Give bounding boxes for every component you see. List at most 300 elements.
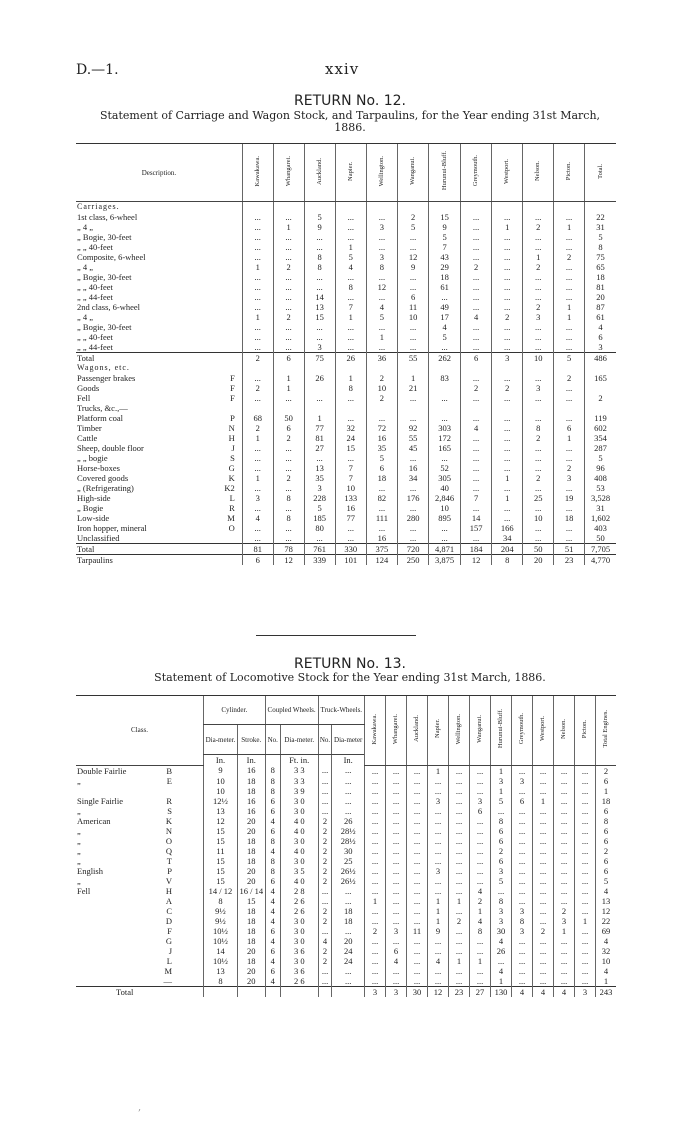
spec-cell: 2 6 <box>280 906 318 916</box>
spec-cell: 18 <box>237 846 265 856</box>
spec-cell: 10½ <box>204 926 238 936</box>
table-row <box>76 353 616 364</box>
spec-cell: 6 <box>265 876 280 886</box>
row-label-cell <box>76 282 242 292</box>
spec-cell: 18 <box>237 926 265 936</box>
value-cell <box>461 403 492 413</box>
count-cell: ... <box>575 786 596 796</box>
value-cell: ... <box>304 453 335 463</box>
spec-cell: 26½ <box>332 866 365 876</box>
value-cell <box>585 403 616 413</box>
value-cell: ... <box>554 282 585 292</box>
spec-cell: 18 <box>237 906 265 916</box>
count-cell: ... <box>533 806 554 816</box>
spec-cell: 2 <box>318 876 332 886</box>
class-name: American <box>77 815 111 826</box>
count-cell: ... <box>428 826 449 836</box>
count-cell: ... <box>470 936 491 946</box>
value-cell: ... <box>429 413 461 423</box>
value-cell: 6 <box>398 292 429 302</box>
station-header-label: Westport. <box>539 716 546 742</box>
class-name: Fell <box>77 885 91 896</box>
value-cell: ... <box>554 242 585 252</box>
count-cell: ... <box>470 876 491 886</box>
value-cell: 720 <box>398 544 429 555</box>
blank-cell <box>280 986 318 997</box>
row-label: Trucks, &c.,— <box>77 403 128 413</box>
value-cell: ... <box>366 242 397 252</box>
table-row <box>76 776 616 786</box>
count-cell: 1 <box>470 956 491 966</box>
class-header: Class. <box>76 696 204 766</box>
spec-cell: ... <box>318 886 332 896</box>
count-cell: ... <box>554 896 575 906</box>
spec-cell: ... <box>318 976 332 987</box>
value-cell: 2 <box>242 383 273 393</box>
value-cell: ... <box>366 272 397 282</box>
value-cell: ... <box>242 443 273 453</box>
value-cell <box>429 383 461 393</box>
value-cell: 5 <box>366 312 397 322</box>
value-cell: 12 <box>366 282 397 292</box>
value-cell: ... <box>242 292 273 302</box>
table-row <box>76 906 616 916</box>
row-code: R <box>229 503 235 513</box>
value-cell: ... <box>335 523 366 533</box>
value-cell: 2 <box>366 393 397 403</box>
count-cell: ... <box>449 886 470 896</box>
count-cell: ... <box>386 906 407 916</box>
section-heading: Wagons, etc. <box>77 363 130 372</box>
value-cell: ... <box>492 453 523 463</box>
count-cell: ... <box>491 956 512 966</box>
blank-cell <box>398 363 429 373</box>
value-cell: 5 <box>554 353 585 364</box>
value-cell: ... <box>335 292 366 302</box>
spec-cell: 3 0 <box>280 916 318 926</box>
value-cell: 2 <box>461 262 492 272</box>
cyl-diameter-header: Dia-meter. <box>204 725 238 755</box>
value-cell: ... <box>398 453 429 463</box>
value-cell: ... <box>398 322 429 332</box>
count-cell: ... <box>554 806 575 816</box>
spec-cell: 6 <box>265 926 280 936</box>
row-label: 1st class, 6-wheel <box>77 212 138 222</box>
value-cell: ... <box>492 282 523 292</box>
spec-cell: ... <box>332 776 365 786</box>
spec-cell: 10½ <box>204 936 238 946</box>
value-cell: 1 <box>554 433 585 443</box>
table-row <box>76 453 616 463</box>
value-cell: 10 <box>429 503 461 513</box>
total-cell: 30 <box>407 986 428 997</box>
count-cell: 5 <box>491 876 512 886</box>
value-cell: 9 <box>304 222 335 232</box>
value-cell: ... <box>366 322 397 332</box>
value-cell: 1 <box>242 433 273 443</box>
station-header <box>512 696 533 766</box>
value-cell: ... <box>554 483 585 493</box>
value-cell: ... <box>398 413 429 423</box>
count-cell: ... <box>470 966 491 976</box>
table-row <box>76 926 616 936</box>
count-cell: ... <box>365 826 386 836</box>
row-label: „ „ bogie <box>77 453 108 463</box>
locomotive-table <box>76 695 616 997</box>
value-cell: ... <box>554 292 585 302</box>
value-cell: ... <box>273 453 304 463</box>
value-cell: 2 <box>492 312 523 322</box>
value-cell: ... <box>273 232 304 242</box>
value-cell: ... <box>398 533 429 544</box>
value-cell: ... <box>429 342 461 353</box>
row-label: „ Bogie, 30-feet <box>77 322 132 332</box>
value-cell: ... <box>523 443 554 453</box>
value-cell: 7 <box>335 473 366 483</box>
value-cell: ... <box>492 212 523 222</box>
value-cell: 8 <box>304 262 335 272</box>
value-cell <box>273 403 304 413</box>
count-cell: ... <box>407 936 428 946</box>
row-label-cell <box>76 423 242 433</box>
value-cell: 1 <box>523 252 554 262</box>
class-name: „ <box>77 845 81 856</box>
value-cell: 2 <box>523 433 554 443</box>
value-cell: 1 <box>273 383 304 393</box>
value-cell: 68 <box>242 413 273 423</box>
value-cell: 5 <box>585 453 616 463</box>
count-cell: ... <box>512 786 533 796</box>
count-cell: 2 <box>491 846 512 856</box>
value-cell: 8 <box>335 383 366 393</box>
count-cell: ... <box>365 866 386 876</box>
page-section-ref: D.—1. <box>76 62 119 78</box>
class-cell <box>76 806 204 816</box>
spec-cell: 4 0 <box>280 816 318 826</box>
count-cell: ... <box>407 826 428 836</box>
count-cell: 1 <box>449 896 470 906</box>
value-cell: ... <box>398 523 429 533</box>
spec-cell: 13 <box>204 806 238 816</box>
count-cell: 18 <box>596 796 617 806</box>
value-cell: 2 <box>554 463 585 473</box>
count-cell: ... <box>470 776 491 786</box>
blank-cell <box>335 363 366 373</box>
count-cell: ... <box>407 966 428 976</box>
spec-cell: 18 <box>237 916 265 926</box>
count-cell: 32 <box>596 946 617 956</box>
value-cell: 13 <box>304 302 335 312</box>
value-cell: 8 <box>304 252 335 262</box>
count-cell: 3 <box>470 796 491 806</box>
count-cell: ... <box>449 826 470 836</box>
count-cell: ... <box>407 765 428 776</box>
station-header-label: Whangarei. <box>284 155 292 187</box>
value-cell: ... <box>304 332 335 342</box>
station-header-label: Picton. <box>565 161 573 181</box>
value-cell: ... <box>242 393 273 403</box>
value-cell: 165 <box>585 373 616 383</box>
value-cell: 6 <box>273 353 304 364</box>
count-cell: ... <box>554 786 575 796</box>
station-header <box>554 696 575 766</box>
value-cell: ... <box>461 393 492 403</box>
description-header: Description. <box>76 144 242 202</box>
count-cell: ... <box>407 896 428 906</box>
total-cell: 130 <box>491 986 512 997</box>
value-cell: 204 <box>492 544 523 555</box>
value-cell: 7 <box>429 242 461 252</box>
count-cell: ... <box>428 836 449 846</box>
table-row <box>76 503 616 513</box>
count-cell: ... <box>365 806 386 816</box>
count-cell: ... <box>365 886 386 896</box>
count-cell: ... <box>428 856 449 866</box>
value-cell: ... <box>335 342 366 353</box>
count-cell: 8 <box>470 926 491 936</box>
table-row <box>76 393 616 403</box>
value-cell: 2 <box>461 383 492 393</box>
value-cell: ... <box>461 503 492 513</box>
station-header-label: Hurunui-Bluff. <box>497 709 504 749</box>
value-cell: ... <box>242 302 273 312</box>
station-header-label: Auckland. <box>413 715 420 743</box>
count-cell: 26 <box>491 946 512 956</box>
value-cell: 81 <box>304 433 335 443</box>
count-cell: 4 <box>491 936 512 946</box>
value-cell: ... <box>273 282 304 292</box>
count-cell: ... <box>512 946 533 956</box>
row-label: Total <box>77 544 95 554</box>
spec-cell: 3 0 <box>280 796 318 806</box>
count-cell: ... <box>428 976 449 987</box>
count-cell: ... <box>386 765 407 776</box>
value-cell: ... <box>554 212 585 222</box>
station-header-label: Napier. <box>434 719 441 739</box>
value-cell: ... <box>523 523 554 533</box>
count-cell: ... <box>575 765 596 776</box>
blank-cell <box>523 363 554 373</box>
value-cell: ... <box>273 523 304 533</box>
value-cell: 3 <box>304 483 335 493</box>
count-cell: ... <box>554 796 575 806</box>
spec-cell: 25 <box>332 856 365 866</box>
value-cell: 375 <box>366 544 397 555</box>
value-cell: 16 <box>398 463 429 473</box>
spec-cell: 4 <box>265 956 280 966</box>
station-header <box>533 696 554 766</box>
value-cell: 157 <box>461 523 492 533</box>
spec-cell: ... <box>332 966 365 976</box>
count-cell: ... <box>449 776 470 786</box>
value-cell: ... <box>398 393 429 403</box>
value-cell: ... <box>273 302 304 312</box>
row-label: 2nd class, 6-wheel <box>77 302 141 312</box>
count-cell: ... <box>533 966 554 976</box>
value-cell: ... <box>461 232 492 242</box>
value-cell: 8 <box>523 423 554 433</box>
row-label: „ 4 „ <box>77 222 94 232</box>
count-cell: 1 <box>428 916 449 926</box>
spec-cell: 20 <box>237 946 265 956</box>
value-cell: 53 <box>585 483 616 493</box>
station-header <box>470 696 491 766</box>
count-cell: ... <box>575 816 596 826</box>
count-cell: ... <box>428 936 449 946</box>
row-code: S <box>230 453 235 463</box>
station-header-label: Total Engines. <box>602 710 609 748</box>
value-cell: 20 <box>585 292 616 302</box>
class-cell <box>76 765 204 776</box>
row-label-cell <box>76 533 242 544</box>
count-cell: 8 <box>596 816 617 826</box>
value-cell: 2 <box>554 373 585 383</box>
count-cell: ... <box>386 886 407 896</box>
blank-cell <box>242 202 273 213</box>
class-cell <box>76 886 204 896</box>
value-cell: ... <box>554 413 585 423</box>
station-header-label: Wanganui. <box>476 714 483 743</box>
value-cell: 1 <box>492 493 523 503</box>
value-cell: 51 <box>554 544 585 555</box>
count-cell: ... <box>554 846 575 856</box>
count-cell: 2 <box>470 896 491 906</box>
count-cell: ... <box>449 946 470 956</box>
value-cell: ... <box>335 272 366 282</box>
total-row <box>76 986 616 997</box>
count-cell: 1 <box>533 796 554 806</box>
class-cell <box>76 926 204 936</box>
spec-cell: ... <box>332 976 365 987</box>
value-cell: 49 <box>429 302 461 312</box>
unit-cell: In. <box>332 755 365 766</box>
value-cell: ... <box>242 322 273 332</box>
table-row <box>76 936 616 946</box>
count-cell: ... <box>512 765 533 776</box>
value-cell: ... <box>492 262 523 272</box>
count-cell: ... <box>407 796 428 806</box>
value-cell: ... <box>273 342 304 353</box>
count-cell: ... <box>554 765 575 776</box>
value-cell: 1 <box>242 312 273 322</box>
row-label: Covered goods <box>77 473 129 483</box>
value-cell: 3 <box>523 312 554 322</box>
row-label: Tarpaulins <box>77 555 113 565</box>
station-header <box>386 696 407 766</box>
spec-cell: 24 <box>332 956 365 966</box>
row-label-cell <box>76 493 242 503</box>
count-cell: ... <box>449 966 470 976</box>
spec-cell: 2 <box>318 816 332 826</box>
count-cell: ... <box>365 786 386 796</box>
value-cell <box>492 403 523 413</box>
row-label-cell <box>76 312 242 322</box>
value-cell: 280 <box>398 513 429 523</box>
count-cell: 2 <box>596 846 617 856</box>
value-cell: 4 <box>461 312 492 322</box>
spec-cell: 18 <box>332 916 365 926</box>
spec-cell: 16 <box>237 796 265 806</box>
value-cell: 80 <box>304 523 335 533</box>
value-cell: 8 <box>366 262 397 272</box>
station-header <box>428 696 449 766</box>
spec-cell: 4 0 <box>280 846 318 856</box>
count-cell: ... <box>470 836 491 846</box>
value-cell: 24 <box>335 433 366 443</box>
count-cell: ... <box>575 836 596 846</box>
count-cell: 3 <box>491 906 512 916</box>
count-cell: ... <box>533 916 554 926</box>
count-cell: ... <box>533 976 554 987</box>
station-header <box>304 144 335 202</box>
spec-cell: ... <box>332 806 365 816</box>
value-cell: ... <box>492 413 523 423</box>
class-code: D <box>165 915 172 926</box>
count-cell: ... <box>512 836 533 846</box>
value-cell: 18 <box>585 272 616 282</box>
count-cell: 6 <box>596 806 617 816</box>
count-cell: ... <box>512 876 533 886</box>
spec-cell: 18 <box>237 956 265 966</box>
count-cell: ... <box>407 906 428 916</box>
count-cell: ... <box>533 826 554 836</box>
value-cell: ... <box>492 342 523 353</box>
value-cell: 25 <box>523 493 554 503</box>
row-label-cell <box>76 483 242 493</box>
return-12-title: RETURN No. 12. <box>294 93 406 109</box>
value-cell: 330 <box>335 544 366 555</box>
value-cell: ... <box>429 292 461 302</box>
value-cell: 6 <box>366 463 397 473</box>
class-cell <box>76 876 204 886</box>
value-cell: 8 <box>273 513 304 523</box>
value-cell: 8 <box>335 282 366 292</box>
count-cell: ... <box>449 936 470 946</box>
count-cell: ... <box>407 916 428 926</box>
row-label-cell <box>76 453 242 463</box>
spec-cell: 16 <box>237 806 265 816</box>
value-cell: ... <box>398 503 429 513</box>
value-cell: 16 <box>335 503 366 513</box>
value-cell: 16 <box>366 533 397 544</box>
cylinder-header: Cylinder. <box>204 696 266 725</box>
spec-cell: 28½ <box>332 836 365 846</box>
station-header-label: Total. <box>596 163 604 179</box>
row-label: „ (Refrigerating) <box>77 483 134 493</box>
class-code: M <box>164 965 172 976</box>
count-cell: 1 <box>575 916 596 926</box>
count-cell: ... <box>365 796 386 806</box>
spec-cell: 6 <box>265 826 280 836</box>
value-cell: 262 <box>429 353 461 364</box>
value-cell: 166 <box>492 523 523 533</box>
count-cell: 3 <box>491 776 512 786</box>
station-header-label: Nelson. <box>560 718 567 739</box>
value-cell: ... <box>242 373 273 383</box>
spec-cell: 15 <box>204 826 238 836</box>
count-cell: ... <box>386 816 407 826</box>
count-cell: ... <box>407 836 428 846</box>
value-cell: 5 <box>366 453 397 463</box>
unit-cell: Ft. in. <box>280 755 318 766</box>
value-cell: 1 <box>335 242 366 252</box>
count-cell: 4 <box>470 916 491 926</box>
value-cell: 10 <box>335 483 366 493</box>
value-cell: ... <box>273 393 304 403</box>
row-code: J <box>231 443 235 453</box>
value-cell: ... <box>554 262 585 272</box>
row-label-cell <box>76 544 242 555</box>
